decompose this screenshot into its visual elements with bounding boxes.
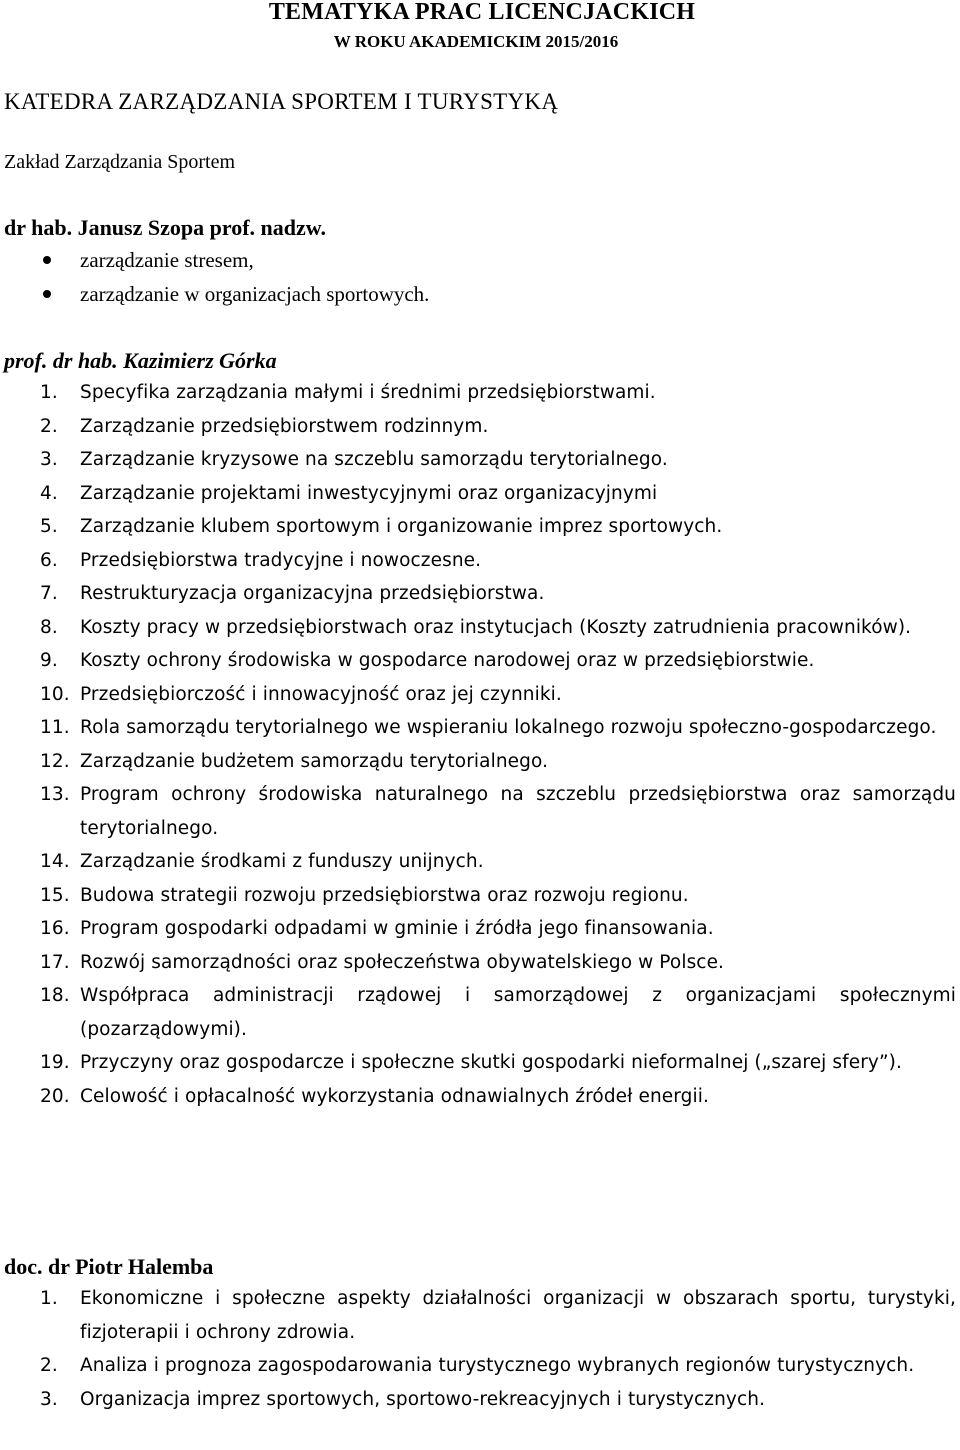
supervisor-name: dr hab. Janusz Szopa prof. nadzw.: [4, 215, 326, 240]
topic-text: Zarządzanie klubem sportowym i organizowanie imprez sportowych.: [80, 516, 723, 537]
topic-text: zarządzanie stresem,: [80, 248, 254, 272]
item-number: 16.: [40, 918, 70, 939]
document-title: TEMATYKA PRAC LICENCJACKICH: [268, 0, 696, 25]
list-item: [4, 879, 956, 913]
list-item: [4, 1282, 956, 1349]
list-item: [4, 1383, 956, 1417]
topic-text: Restrukturyzacja organizacyjna przedsiębiorstwa.: [80, 583, 545, 604]
topic-text: Program ochrony środowiska naturalnego na szczeblu przedsiębiorstwa oraz samorządu terytorialnego.: [80, 784, 956, 839]
topic-text: Koszty pracy w przedsiębiorstwach oraz instytucjach (Koszty zatrudnienia pracowników).: [80, 616, 912, 638]
topic-text: Przedsiębiorstwa tradycyjne i nowoczesne.: [80, 549, 482, 571]
bullet-icon: [43, 256, 51, 264]
topic-text: Współpraca administracji rządowej i samorządowej z organizacjami społecznymi (pozarządowymi).: [80, 985, 956, 1040]
topic-text: Analiza i prognoza zagospodarowania turystycznego wybranych regionów turystycznych.: [80, 1355, 915, 1376]
list-item: [4, 243, 956, 277]
list-item: [4, 443, 956, 477]
list-item: [4, 611, 956, 645]
list-item: [4, 778, 956, 845]
item-number: 7.: [40, 583, 58, 604]
topic-text: Zarządzanie kryzysowe na szczeblu samorządu terytorialnego.: [80, 449, 668, 470]
topic-list: [4, 1282, 956, 1416]
department-heading: KATEDRA ZARZĄDZANIA SPORTEM I TURYSTYKĄ: [4, 89, 559, 114]
item-number: 2.: [40, 415, 58, 437]
list-item: [4, 1349, 956, 1383]
supervisor-name: doc. dr Piotr Halemba: [4, 1254, 214, 1279]
list-item: [4, 946, 956, 980]
topic-text: Przyczyny oraz gospodarcze i społeczne skutki gospodarki nieformalnej („szarej sfery”).: [80, 1052, 902, 1073]
document-subtitle: W ROKU AKADEMICKIM 2015/2016: [333, 32, 619, 51]
item-number: 1.: [40, 382, 58, 403]
topic-text: Rozwój samorządności oraz społeczeństwa obywatelskiego w Polsce.: [80, 951, 725, 973]
item-number: 10.: [40, 683, 70, 705]
supervisor-section-szopa: [4, 213, 956, 311]
list-item: [4, 678, 956, 712]
topic-text: Rola samorządu terytorialnego we wspieraniu lokalnego rozwoju społeczno-gospodarczego.: [80, 717, 937, 738]
list-item: [4, 711, 956, 745]
item-number: 11.: [40, 717, 70, 738]
supervisor-name: prof. dr hab. Kazimierz Górka: [4, 348, 277, 373]
item-number: 1.: [40, 1288, 58, 1309]
supervisor-section-halemba: [4, 1252, 956, 1416]
list-item: [4, 1046, 956, 1080]
topic-text: Celowość i opłacalność wykorzystania odnawialnych źródeł energii.: [80, 1085, 709, 1107]
topic-text: Zarządzanie przedsiębiorstwem rodzinnym.: [80, 415, 489, 437]
topic-text: Koszty ochrony środowiska w gospodarce narodowej oraz w przedsiębiorstwie.: [80, 650, 815, 671]
bullet-icon: [43, 290, 51, 298]
topic-text: Zarządzanie budżetem samorządu terytorialnego.: [80, 750, 549, 772]
topic-text: Zarządzanie środkami z funduszy unijnych.: [80, 851, 484, 872]
item-number: 9.: [40, 650, 58, 671]
supervisor-section-gorka: [4, 346, 956, 1113]
list-item: [4, 644, 956, 678]
item-number: 17.: [40, 951, 70, 973]
item-number: 15.: [40, 884, 70, 906]
list-item: [4, 544, 956, 578]
topic-text: Budowa strategii rozwoju przedsiębiorstwa oraz rozwoju regionu.: [80, 884, 689, 906]
list-item: [4, 979, 956, 1046]
list-item: [4, 376, 956, 410]
list-item: [4, 912, 956, 946]
topic-text: Organizacja imprez sportowych, sportowo-rekreacyjnych i turystycznych.: [80, 1388, 766, 1410]
topic-text: Zarządzanie projektami inwestycyjnymi oraz organizacyjnymi: [80, 482, 658, 504]
topic-text: Program gospodarki odpadami w gminie i źródła jego finansowania.: [80, 918, 714, 939]
item-number: 4.: [40, 482, 58, 504]
topic-list: [4, 376, 956, 1113]
item-number: 18.: [40, 985, 70, 1006]
list-item: [4, 510, 956, 544]
unit-heading: Zakład Zarządzania Sportem: [4, 151, 235, 173]
item-number: 13.: [40, 784, 70, 805]
topic-text: Ekonomiczne i społeczne aspekty działalności organizacji w obszarach sportu, turystyki, fizjoterapii i ochrony zdrowia.: [80, 1288, 956, 1343]
item-number: 3.: [40, 1388, 58, 1410]
topic-list: [4, 243, 956, 311]
item-number: 14.: [40, 851, 70, 872]
list-item: [4, 1080, 956, 1114]
topic-text: Specyfika zarządzania małymi i średnimi przedsiębiorstwami.: [80, 382, 656, 403]
list-item: [4, 845, 956, 879]
item-number: 8.: [40, 616, 58, 638]
item-number: 5.: [40, 516, 58, 537]
list-item: [4, 745, 956, 779]
item-number: 20.: [40, 1085, 70, 1107]
item-number: 6.: [40, 549, 58, 571]
list-item: [4, 577, 956, 611]
topic-text: Przedsiębiorczość i innowacyjność oraz jej czynniki.: [80, 683, 562, 705]
item-number: 19.: [40, 1052, 70, 1073]
list-item: [4, 410, 956, 444]
topic-text: zarządzanie w organizacjach sportowych.: [80, 282, 430, 306]
item-number: 2.: [40, 1355, 58, 1376]
item-number: 12.: [40, 750, 70, 772]
list-item: [4, 477, 956, 511]
item-number: 3.: [40, 449, 58, 470]
list-item: [4, 277, 956, 311]
